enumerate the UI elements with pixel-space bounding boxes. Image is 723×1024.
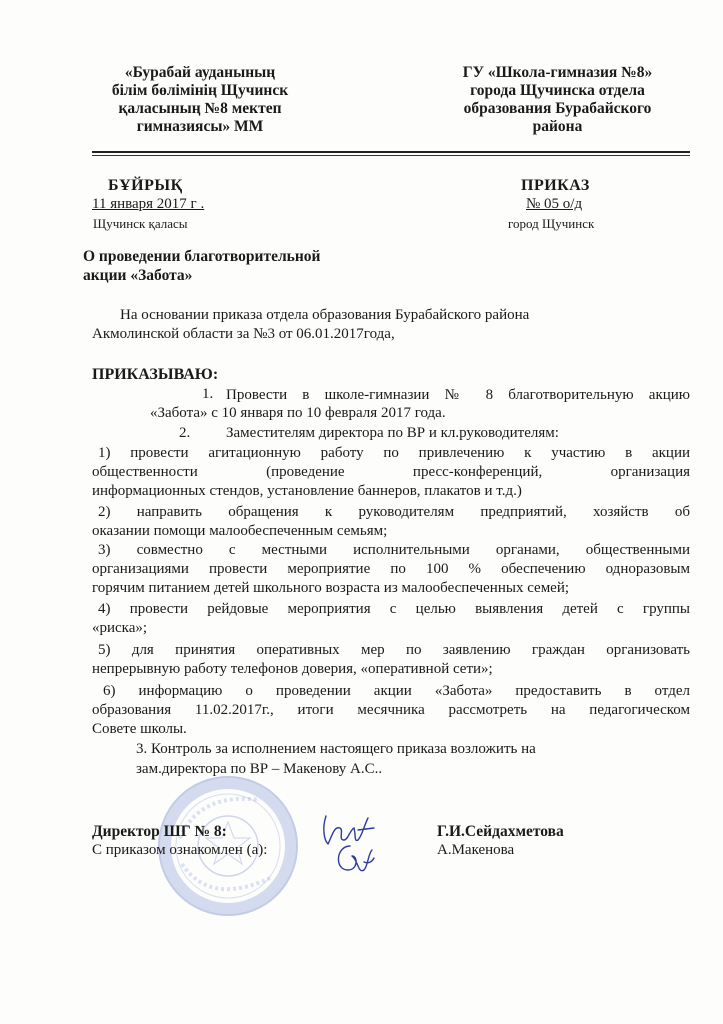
subitem-line: 6) информацию о проведении акции «Забота» предоставить в отдел — [103, 683, 690, 699]
subitem-line: 4) провести рейдовые мероприятия с целью выявления детей с группы — [98, 601, 690, 617]
acknowledgement-signature-icon — [328, 840, 378, 880]
subitem-line: оказании помощи малообеспеченным семьям; — [92, 523, 388, 539]
order-city-russian: город Щучинск — [508, 216, 595, 231]
header-divider — [92, 151, 690, 153]
subitem-line: 3) совместно с местными исполнительными органами, общественными — [98, 542, 690, 558]
header-russian-line: ГУ «Школа-гимназия №8» — [462, 64, 653, 81]
subitem-line: 5) для принятия оперативных мер по заявлению граждан организовать — [98, 642, 690, 658]
order-subject — [83, 247, 320, 285]
item2-text: Заместителям директора по ВР и кл.руководителям: — [226, 425, 559, 441]
header-russian-line: района — [532, 118, 583, 135]
item-number: 2. — [179, 425, 191, 441]
acknowledgement-label: С приказом ознакомлен (а): — [92, 842, 268, 858]
item3-line: 3. Контроль за исполнением настоящего приказа возложить на — [136, 741, 536, 757]
header-kazakh-line: «Бурабай ауданының — [124, 64, 276, 81]
header-russian-line: образования Бурабайского — [463, 100, 652, 117]
acknowledgement-name: А.Макенова — [437, 842, 515, 858]
item-number: 1. — [202, 386, 214, 402]
header-russian — [430, 64, 685, 136]
director-name: Г.И.Сейдахметова — [437, 823, 564, 840]
director-label: Директор ШГ № 8: — [92, 823, 227, 840]
header-kazakh-line: гимназиясы» ММ — [136, 118, 264, 135]
subitem-line: 2) направить обращения к руководителям предприятий, хозяйств об — [98, 504, 690, 520]
orders-heading: ПРИКАЗЫВАЮ: — [92, 366, 219, 383]
header-kazakh — [85, 64, 315, 136]
header-kazakh-line: қаласының №8 мектеп — [118, 100, 282, 117]
subject-line: О проведении благотворительной — [83, 248, 321, 265]
item3-line: зам.директора по ВР – Макенову А.С.. — [136, 761, 383, 777]
header-russian-line: города Щучинска отдела — [470, 82, 645, 99]
order-number: № 05 о/д — [526, 196, 583, 212]
order-title-kazakh: БҰЙРЫҚ — [108, 177, 183, 194]
basis-line: Акмолинской области за №3 от 06.01.2017года, — [92, 326, 395, 342]
subitem-line: образования 11.02.2017г., итоги месячника рассмотреть на педагогическом — [92, 702, 690, 718]
order-city-kazakh: Щучинск қаласы — [93, 216, 188, 231]
item1-line2: «Забота» с 10 января по 10 февраля 2017 года. — [150, 405, 446, 421]
subitem-line: горячим питанием детей школьного возраста из малообеспеченных семей; — [92, 580, 570, 596]
subitem-line: «риска»; — [92, 620, 148, 636]
order-date: 11 января 2017 г . — [92, 196, 205, 212]
subitem-line: Совете школы. — [92, 721, 187, 737]
subitem-line: информационных стендов, установление баннеров, плакатов и т.д.) — [92, 483, 522, 499]
subitem-line: организациями провести мероприятие по 100 % обеспечению одноразовым — [92, 561, 690, 577]
order-title-russian: ПРИКАЗ — [521, 177, 590, 194]
subitem-line: непрерывную работу телефонов доверия, «оперативной сети»; — [92, 661, 493, 677]
subject-line: акции «Забота» — [83, 267, 193, 284]
basis-line: На основании приказа отдела образования Бурабайского района — [120, 307, 530, 323]
subitem-line: 1) провести агитационную работу по привлечению к участию в акции — [98, 445, 690, 461]
header-kazakh-line: білім бөлімінің Щучинск — [111, 82, 289, 99]
header-divider-thin — [92, 155, 690, 156]
item1-line1: Провести в школе-гимназии № 8 благотворительную акцию — [226, 387, 690, 403]
subitem-line: общественности (проведение пресс-конференций, организация — [92, 464, 690, 480]
